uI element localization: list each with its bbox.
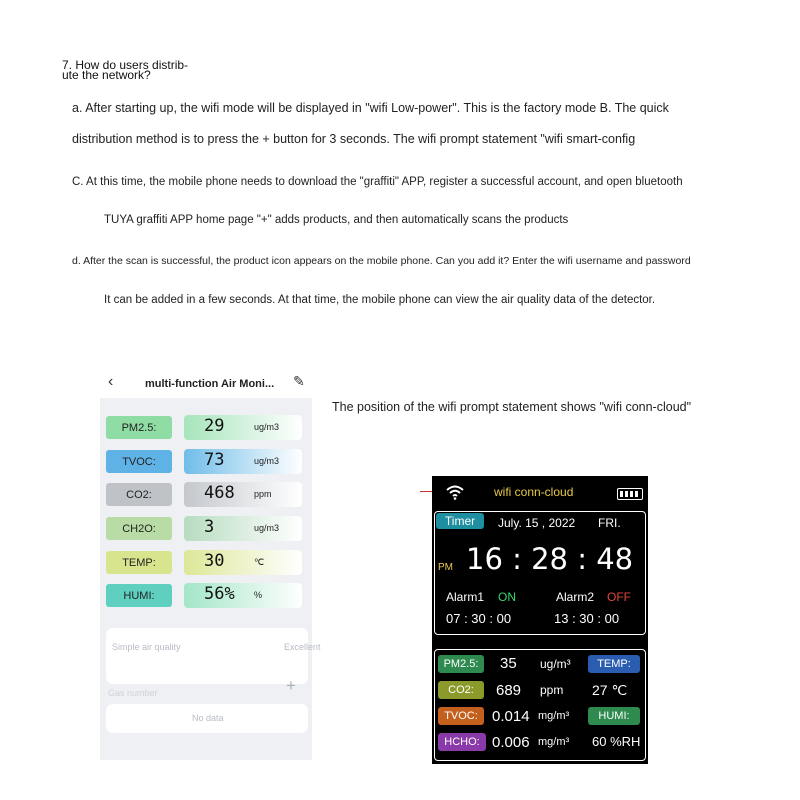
battery-icon — [617, 488, 643, 500]
air-quality-card[interactable] — [106, 628, 308, 684]
tvoc-chip: TVOC: — [438, 707, 484, 725]
question-line-2: ute the network? — [62, 68, 151, 82]
wifi-icon — [445, 484, 465, 500]
reading-value-pm25 — [184, 415, 302, 440]
reading-number: 30 — [204, 551, 225, 571]
step-d-line-1: d. After the scan is successful, the product icon appears on the mobile phone. Can you add it? Enter the wifi username and password — [72, 255, 691, 267]
step-d-line-2: It can be added in a few seconds. At that time, the mobile phone can view the air quality data of the detector. — [104, 294, 656, 306]
reading-unit: ug/m3 — [254, 422, 280, 432]
reading-unit: ℃ — [254, 557, 265, 567]
step-a-line-2: distribution method is to press the + button for 3 seconds. The wifi prompt statement "wifi smart-config — [72, 132, 636, 146]
caption: The position of the wifi prompt statement shows "wifi conn-cloud" — [332, 400, 692, 414]
device-display — [432, 476, 648, 764]
alarm1-time: 07 : 30 : 00 — [446, 611, 512, 626]
co2-unit: ppm — [540, 683, 564, 697]
alarm2-time: 13 : 30 : 00 — [554, 611, 620, 626]
hcho-value: 0.006 — [492, 734, 530, 751]
date-text: July. 15 , 2022 — [498, 516, 576, 530]
no-data-text: No data — [192, 713, 224, 723]
reading-value-ch2o — [184, 516, 302, 541]
app-title: multi-function Air Moni... — [145, 378, 275, 390]
step-a-line-1: a. After starting up, the wifi mode will be displayed in "wifi Low-power". This is the factory mode B. The quick — [72, 101, 669, 115]
back-icon[interactable]: ‹ — [108, 373, 114, 390]
alarm2-label: Alarm2 — [556, 590, 595, 604]
gas-number-label: Gas number — [108, 688, 158, 698]
hcho-chip: HCHO: — [438, 733, 486, 751]
alarm1-state: ON — [498, 590, 516, 604]
step-c-line-2: TUYA graffiti APP home page "+" adds products, and then automatically scans the products — [104, 214, 569, 226]
reading-number: 56% — [204, 584, 235, 604]
timer-badge: Timer — [436, 513, 484, 529]
pm25-chip: PM2.5: — [438, 655, 484, 673]
question-line-1: 7. How do users distrib- — [62, 58, 189, 72]
reading-value-tvoc — [184, 449, 302, 474]
reading-unit: ug/m3 — [254, 523, 280, 533]
tvoc-unit: mg/m³ — [538, 710, 570, 722]
alarm2-state: OFF — [607, 590, 631, 604]
reading-number: 468 — [204, 483, 235, 503]
edit-icon[interactable]: ✎ — [293, 373, 305, 389]
temp-value: 27 ℃ — [592, 682, 628, 698]
reading-value-humi — [184, 583, 302, 608]
humi-value: 60 %RH — [592, 734, 641, 749]
co2-value: 689 — [496, 682, 522, 699]
reading-value-co2 — [184, 482, 302, 507]
app-header — [100, 370, 312, 398]
reading-label-tvoc: TVOC: — [106, 450, 172, 473]
reading-label-ch2o: CH2O: — [106, 517, 172, 540]
reading-unit: % — [254, 590, 263, 600]
air-quality-value: Excellent — [284, 642, 321, 652]
ampm-indicator: PM — [438, 562, 453, 573]
clock-time: 16 : 28 : 48 — [466, 542, 634, 576]
reading-unit: ug/m3 — [254, 456, 280, 466]
reading-label-temp: TEMP: — [106, 551, 172, 574]
add-icon[interactable]: + — [286, 676, 296, 695]
day-text: FRI. — [598, 516, 621, 530]
wifi-status-text: wifi conn-cloud — [494, 485, 574, 499]
reading-number: 73 — [204, 450, 225, 470]
co2-chip: CO2: — [438, 681, 484, 699]
reading-number: 3 — [204, 517, 215, 537]
phone-app-screen — [100, 370, 321, 760]
reading-label-humi: HUMI: — [106, 584, 172, 607]
humi-chip: HUMI: — [588, 707, 640, 725]
tvoc-value: 0.014 — [492, 708, 530, 725]
pm25-value: 35 — [500, 655, 517, 672]
pm25-unit: ug/m³ — [540, 657, 571, 671]
alarm1-label: Alarm1 — [446, 590, 485, 604]
air-quality-label: Simple air quality — [112, 642, 181, 652]
reading-value-temp — [184, 550, 302, 575]
step-c-line-1: C. At this time, the mobile phone needs to download the "graffiti" APP, register a successful account, and open bluetooth — [72, 176, 683, 188]
reading-label-co2: CO2: — [106, 483, 172, 506]
temp-chip: TEMP: — [588, 655, 640, 673]
reading-label-pm25: PM2.5: — [106, 416, 172, 439]
reading-unit: ppm — [254, 489, 272, 499]
status-bar — [432, 476, 648, 506]
hcho-unit: mg/m³ — [538, 736, 570, 748]
reading-number: 29 — [204, 416, 225, 436]
